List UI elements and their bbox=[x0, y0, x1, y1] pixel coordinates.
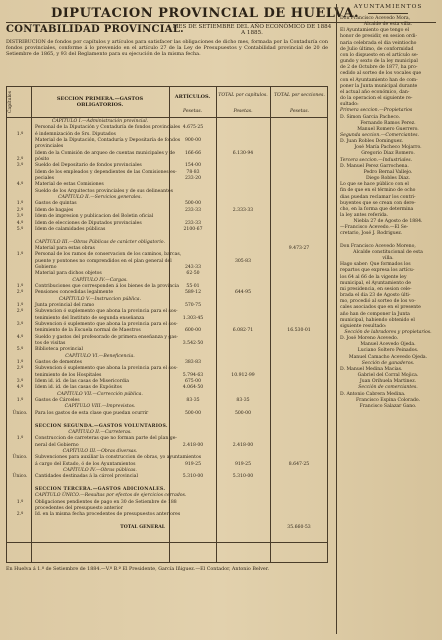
article-amount: 243·33 bbox=[184, 264, 202, 270]
article-amount: 233·33 bbox=[184, 220, 202, 226]
row-description: Gastos de dementes bbox=[35, 360, 82, 366]
row-description: Idem de la Comisión de arqueo de cuentas municipales y de bbox=[35, 150, 176, 156]
row-description: CAPÍTULO VIII.—Imprevistos. bbox=[64, 404, 136, 410]
intro-paragraph: DISTRIBUCION de fondos por capítulos y artículos para satisfacer las obligaciones de dicho mes, formada por la Contaduría con fondos provinciales, conforme á lo prevenido en el artículo 27 de la Ley de Presupuestos y Contabilidad provincial de 20 de Setiembre de 1865, y 93 del Reglamento para su ejecución de la misma fecha. bbox=[6, 39, 328, 57]
row-description: Construccion de carreteras que no forman parte del plan ge- bbox=[35, 436, 177, 442]
notice-line: Manuel Romero Guerrero. bbox=[357, 126, 419, 132]
article-number: 1.º bbox=[16, 398, 24, 404]
article-number: 1.º bbox=[16, 201, 24, 207]
article-number: 2.º bbox=[16, 157, 24, 163]
section-subtitle: CONTABILIDAD PROVINCIAL. bbox=[6, 24, 184, 35]
article-number: 2.º bbox=[16, 290, 24, 296]
row-description: Subvencion ó suplemento que abona la provincia para el sos- bbox=[35, 309, 178, 315]
notice-line: municipal, habiendo obtenido el bbox=[340, 317, 415, 323]
municipal-notices-column bbox=[336, 4, 436, 634]
row-description: puente y pontones no comprendidos en el plan general del bbox=[35, 258, 172, 264]
notice-line: naria celebrada el dia veintiocho bbox=[340, 40, 417, 46]
notice-line: sultado: bbox=[340, 102, 359, 108]
row-description: Contribuciones que corresponden á los bienes de la provincia bbox=[35, 283, 179, 289]
table-body bbox=[7, 119, 329, 531]
row-description: peciales bbox=[35, 176, 54, 182]
notice-line: Juan Orihuela Martinez. bbox=[359, 379, 417, 385]
notice-line: municipal, el Ayuntamiento de bbox=[340, 280, 411, 286]
row-description: Gastos de Cárceles bbox=[35, 398, 80, 404]
row-description: SECCION TERCERA.—GASTOS ADICIONALES. bbox=[35, 486, 166, 492]
row-description: Idem id. id. de las casas de Expósitos bbox=[35, 385, 122, 391]
notice-line: Francisco Espina Colorado. bbox=[355, 397, 421, 403]
notice-line: villa. bbox=[382, 256, 394, 262]
article-number: Único. bbox=[12, 455, 28, 461]
article-amount: 5.310·00 bbox=[182, 474, 204, 480]
notice-line: cales asociados que en el presente bbox=[340, 305, 421, 311]
notice-line: buyentes que se crean con dere- bbox=[340, 200, 416, 206]
column-title: AYUNTAMIENTOS bbox=[353, 4, 423, 10]
notice-line: Manuel Camacho Acevedo Ojeda. bbox=[348, 354, 428, 360]
unit-label: Pesetas. bbox=[289, 109, 310, 114]
notice-line: Gabriel del Corral Mojica. bbox=[357, 373, 419, 379]
notice-line: Segunda seccion.—Comerciantes. bbox=[340, 132, 420, 138]
article-amount: 2100·67 bbox=[183, 226, 203, 232]
row-description: CAPÍTULO VI.—Beneficencia. bbox=[65, 353, 135, 359]
row-description: Idem de elecciones de Diputados provinciales bbox=[35, 220, 142, 226]
notice-line: el actual año económico, dan- bbox=[340, 89, 410, 95]
notice-line: mi presidencia, en sesion cele- bbox=[340, 286, 412, 292]
article-number: 4.º bbox=[16, 220, 24, 226]
article-number: 3.º bbox=[16, 322, 24, 327]
notice-line: Sección de labradores y propietarios. bbox=[344, 329, 432, 335]
row-description: Personal de los ramos de conservacion de los caminos, barcas, bbox=[35, 252, 182, 258]
notice-line: D. José Moreno Acevedo. bbox=[340, 336, 399, 342]
notice-line: Don Francisco Acevedo Mora, bbox=[340, 16, 411, 21]
section-total: 9.473·27 bbox=[288, 245, 310, 251]
row-description: pósito bbox=[35, 157, 50, 163]
article-amount: 500·00 bbox=[184, 201, 202, 207]
article-number: 2.º bbox=[16, 309, 24, 315]
table-header-articles: ARTÍCULOS. bbox=[174, 94, 211, 100]
notice-line: repartos que expresa los artícu- bbox=[340, 268, 415, 274]
article-amount: 166·66 bbox=[184, 150, 202, 156]
row-description: Pensiones concedidas legalmente bbox=[35, 290, 114, 296]
article-number: 1.º bbox=[16, 360, 24, 366]
notice-line: mo, procedió al sorteo de los vo- bbox=[340, 299, 416, 305]
chapter-total: 10.912·99 bbox=[231, 372, 255, 378]
notice-line: Luciano Soltero Peinados. bbox=[357, 348, 419, 354]
row-description: SECCION SEGUNDA.—GASTOS VOLUNTARIOS. bbox=[35, 423, 168, 429]
article-amount: 500·00 bbox=[184, 410, 202, 416]
chapter-total: 6.130·94 bbox=[232, 150, 254, 156]
article-amount: 3.542·50 bbox=[182, 341, 204, 347]
table-header-chapters: TOTAL por capítulos. bbox=[218, 93, 268, 98]
chapter-side-label: Capítulos bbox=[8, 90, 13, 114]
row-description: Subvenciones para auxiliar la construccion de obras, yo ayuntamientos bbox=[35, 455, 202, 461]
article-amount: 675·00 bbox=[184, 379, 202, 385]
chapter-total: 919·25 bbox=[234, 461, 252, 467]
notice-line: poner la Junta municipal durante bbox=[340, 83, 418, 89]
article-number: 1.º bbox=[16, 302, 24, 308]
row-description: é indemnización de Srs. Diputados bbox=[35, 131, 116, 137]
table-header-sections: TOTAL por secciones. bbox=[274, 93, 325, 98]
article-number: 2.º bbox=[16, 207, 24, 213]
article-number: Único. bbox=[12, 474, 28, 480]
table-row bbox=[7, 525, 329, 531]
article-amount: 4.064·50 bbox=[182, 385, 204, 391]
notice-line: la ley antes referida. bbox=[340, 213, 389, 218]
notice-line: do la operacion el siguiente re- bbox=[340, 96, 413, 102]
row-description: Biblioteca provincial bbox=[35, 347, 84, 353]
section-total: 16.530·01 bbox=[287, 328, 311, 334]
article-amount: 62·50 bbox=[186, 271, 200, 277]
chapter-total: 83·35 bbox=[236, 398, 250, 404]
notice-line: de 2 de Octubre de 1877, ha pro- bbox=[340, 65, 418, 71]
chapter-total: 644·95 bbox=[234, 290, 252, 296]
article-amount: 383·83 bbox=[184, 360, 202, 366]
notice-line: Tercera seccion.—Industriales. bbox=[340, 157, 413, 163]
row-description: procedentes del presupuesto anterior bbox=[35, 505, 123, 511]
row-description: Para los gastos de esta clase que puedan ocurrir bbox=[35, 410, 149, 416]
row-description: Sueldo del Depositario de fondos provinciales bbox=[35, 163, 142, 169]
notice-line: con lo dispuesto en el artículo se- bbox=[340, 52, 419, 58]
row-description: Material para dichos objetos bbox=[35, 271, 102, 277]
notice-line: cretario, José J. Rodriguez. bbox=[340, 231, 403, 237]
notice-line: Hago saber: Que formados los bbox=[340, 262, 411, 268]
notice-line: gundo y sexto de la ley municipal bbox=[340, 59, 418, 65]
notice-line: brada el dia 23 de Agosto últi- bbox=[340, 293, 411, 299]
notice-text bbox=[340, 16, 436, 410]
chapter-total: 6.082·71 bbox=[232, 328, 254, 334]
chapter-total: 305·83 bbox=[234, 258, 252, 264]
row-description: CAPÍTULO III.—Obras Públicas de carácter obligatorio. bbox=[35, 239, 165, 245]
unit-label: Pesetas. bbox=[182, 109, 203, 114]
article-number: 1.º bbox=[16, 436, 24, 442]
article-amount: 154·00 bbox=[184, 163, 202, 169]
article-amount: 900·00 bbox=[184, 138, 202, 144]
row-description: CAPÍTULO V.—Instruccion pública. bbox=[59, 296, 141, 302]
row-description: provinciales bbox=[35, 144, 64, 150]
notice-line: cho, en la forma que determina bbox=[340, 206, 414, 212]
article-number: 1.º bbox=[16, 252, 24, 258]
row-description: CAPÍTULO II.—Servicios generales. bbox=[58, 195, 142, 201]
notice-line: siguiente resultado: bbox=[340, 323, 387, 329]
notice-line: fin de que en el término de ocho bbox=[340, 188, 416, 194]
notice-line: D. Antonio Cabrera Medina. bbox=[340, 391, 406, 397]
row-description: Material de la Diputación, Contaduría y Depositaría de fondos bbox=[35, 138, 181, 144]
notice-line: honor de presidir, en sesion ordi- bbox=[340, 34, 418, 40]
notice-line: D. Manuel Medina Macias. bbox=[340, 366, 403, 372]
article-number: 1.º bbox=[16, 131, 24, 137]
article-amount: 78·83 bbox=[186, 169, 200, 175]
notice-line: D. Juan Robles Dominguez. bbox=[340, 139, 404, 145]
row-description: CAPÍTULO IV.—Obras públicas. bbox=[63, 467, 137, 473]
notice-line: Francisco Salazar Gano. bbox=[359, 403, 417, 409]
article-number: 3.º bbox=[16, 379, 24, 385]
period-subtitle: MES DE SETIEMBRE DEL AÑO ECONÓMICO DE 1884 A 1885. bbox=[172, 24, 332, 37]
row-description: Idem de calamidades públicas bbox=[35, 226, 106, 232]
budget-table bbox=[6, 86, 328, 563]
notice-line: Gregorio Diaz Romero. bbox=[361, 151, 415, 157]
chapter-total: 2.418·00 bbox=[232, 442, 254, 448]
row-description: CAPÍTULO VII.—Corrección pública. bbox=[57, 391, 143, 397]
row-description: Subvencion ó suplemento que abona la provincia para el sos- bbox=[35, 322, 178, 327]
row-description: Gobierno bbox=[35, 264, 57, 270]
row-description: Obligaciones pendientes de pago en 30 de Setiembre de 188 bbox=[35, 499, 177, 505]
notice-line: Niebla 27 de Agosto de 1884. bbox=[353, 219, 423, 225]
signature-line: En Huelva á 1.º de Setiembre de 1884.—V.º B.º El Presidente, García Iñiguez.—El Contador, Antonio Belver. bbox=[6, 567, 270, 572]
header-divider bbox=[7, 117, 327, 118]
article-amount: 2.418·00 bbox=[182, 442, 204, 448]
notice-line: José María Pacheco Mojarro. bbox=[354, 145, 422, 151]
notice-line: Lo que se hace público con el bbox=[340, 182, 409, 188]
notice-line: D. Simon Garcia Pacheco. bbox=[340, 114, 401, 120]
row-description: Sueldo y gastos del profesorado de primera enseñanza y gas- bbox=[35, 334, 178, 340]
row-description: Idem id. id. de las casas de Misericordia bbox=[35, 379, 130, 385]
row-description: Idem de bagajes bbox=[35, 207, 74, 213]
row-description: Material de estas Comisiones bbox=[35, 182, 104, 188]
article-number: 3.º bbox=[16, 214, 24, 220]
article-number: 2.º bbox=[16, 366, 24, 372]
row-description: Idem de los empleados y dependientes de las Comisiones es- bbox=[35, 169, 177, 175]
article-amount: 233·33 bbox=[184, 207, 202, 213]
notice-line: Primera seccion.—Propietarios bbox=[340, 108, 413, 114]
notice-line: El Ayuntamiento que tengo el bbox=[340, 28, 410, 34]
article-amount: 589·12 bbox=[184, 290, 202, 296]
row-description: Id. en la misma fecha procedentes de presupuestos anteriores bbox=[35, 512, 181, 518]
total-divider bbox=[7, 542, 327, 543]
row-description: CAPÍTULO IV.—Cargas. bbox=[72, 277, 128, 283]
article-number: 1.º bbox=[16, 283, 24, 289]
article-number: 1.º bbox=[16, 499, 24, 505]
unit-label: Pesetas. bbox=[233, 109, 253, 114]
notice-line: Fernando Ramos Perez. bbox=[360, 120, 416, 126]
article-number: 3.º bbox=[16, 163, 24, 169]
row-description: Gastos de quintas bbox=[35, 201, 77, 207]
chapter-total: 2.333·33 bbox=[232, 207, 254, 213]
row-description: CAPÍTULO III.—Obras diversas. bbox=[62, 448, 138, 454]
article-number: 2.º bbox=[16, 512, 24, 518]
notice-line: con el Ayuntamiento han de com- bbox=[340, 77, 418, 83]
row-description: CAPÍTULO ÚNICO.—Resultas por efectos de ejercicios cerrados. bbox=[35, 493, 187, 499]
article-amount: 55·01 bbox=[186, 283, 200, 289]
article-amount: 83·35 bbox=[186, 398, 200, 404]
notice-line: Sección de ganaderos. bbox=[361, 360, 415, 366]
article-amount: 4.675·25 bbox=[182, 125, 204, 131]
notice-line: Diego Robles Diaz. bbox=[366, 176, 410, 182]
article-amount: 1.303·45 bbox=[182, 315, 204, 321]
article-number: Único. bbox=[12, 410, 28, 416]
row-description: Personal de la Diputación y Contaduría de fondos provinciales bbox=[35, 125, 181, 131]
section-total: 35.660·53 bbox=[287, 525, 311, 530]
notice-line: dias puedan reclamar los contri- bbox=[340, 194, 416, 200]
row-description: tenimiento de la Escuela normal de Maestros bbox=[35, 328, 141, 334]
notice-line: cedido al sorteo de los vocales que bbox=[340, 71, 422, 77]
section-total: 8.647·25 bbox=[288, 461, 310, 467]
notice-line: Alcalde constitucional de esta bbox=[353, 249, 423, 255]
row-description: Cantidades destinadas á la cárcel provincial bbox=[35, 474, 138, 480]
notice-line: los 64 al 66 de la vigente ley bbox=[340, 274, 407, 280]
row-description: Sueldo de los Arquitectos provinciales y de sus delineantes bbox=[35, 188, 173, 194]
notice-line: Pedro Bernal Vallejo. bbox=[363, 169, 413, 175]
row-description: á cargo del Estado, ó de los Ayuntamientos bbox=[35, 461, 136, 467]
article-amount: 570·75 bbox=[184, 302, 202, 308]
page-title: DIPUTACION PROVINCIAL DE HUELVA. bbox=[50, 6, 360, 21]
article-number: 5.º bbox=[16, 226, 24, 232]
row-description: Material para estas obras bbox=[35, 245, 95, 251]
notice-line: Alcalde de esta villa. bbox=[363, 22, 413, 28]
title-rule bbox=[368, 13, 408, 14]
chapter-total: 500·00 bbox=[234, 410, 252, 416]
notice-line: D. Manuel Perez Garrochena. bbox=[340, 163, 409, 169]
notice-line: de Julio último, de conformidad bbox=[340, 46, 414, 52]
row-description: Idem de impresion y publicacion del Boletin oficial bbox=[35, 214, 154, 220]
row-description: Subvencion ó suplemento que abona la provincia para el sos- bbox=[35, 366, 178, 372]
article-number: 4.º bbox=[16, 182, 24, 188]
notice-line: —Francisco Acevedo.—El Se- bbox=[340, 225, 409, 231]
article-number: 4.º bbox=[16, 334, 24, 340]
row-description: tos de visitas bbox=[35, 341, 66, 347]
notice-line: año han de componer la Junta bbox=[340, 311, 410, 317]
row-description: TOTAL GENERAL bbox=[120, 525, 165, 530]
row-description: CAPÍTULO I.—Administración provincial. bbox=[51, 119, 149, 124]
table-header-section: SECCION PRIMERA.—GASTOS OBLIGATORIOS. bbox=[56, 96, 144, 108]
notice-line: Manuel Acevedo Ojeda. bbox=[360, 342, 416, 348]
chapter-total: 5.310·00 bbox=[232, 474, 254, 480]
row-description: neral del Gobierno bbox=[35, 442, 79, 448]
article-amount: 233·20 bbox=[184, 176, 202, 182]
article-amount: 919·25 bbox=[184, 461, 202, 467]
notice-line: Sección de comerciantes. bbox=[358, 385, 418, 391]
article-amount: 5.794·63 bbox=[182, 372, 204, 378]
row-description: tenimiento del Instituto de segunda enseñanza bbox=[35, 315, 145, 321]
notice-line: Don Francisco Acevedo Moreno, bbox=[340, 243, 416, 249]
article-number: 4.º bbox=[16, 385, 24, 391]
article-amount: 600·00 bbox=[184, 328, 202, 334]
row-description: CAPÍTULO II.—Carreteras. bbox=[68, 429, 132, 435]
row-description: Junta provincial del ramo bbox=[35, 302, 95, 308]
article-number: 5.º bbox=[16, 347, 24, 353]
row-description: tenimiento de los Hospitales bbox=[35, 372, 102, 378]
